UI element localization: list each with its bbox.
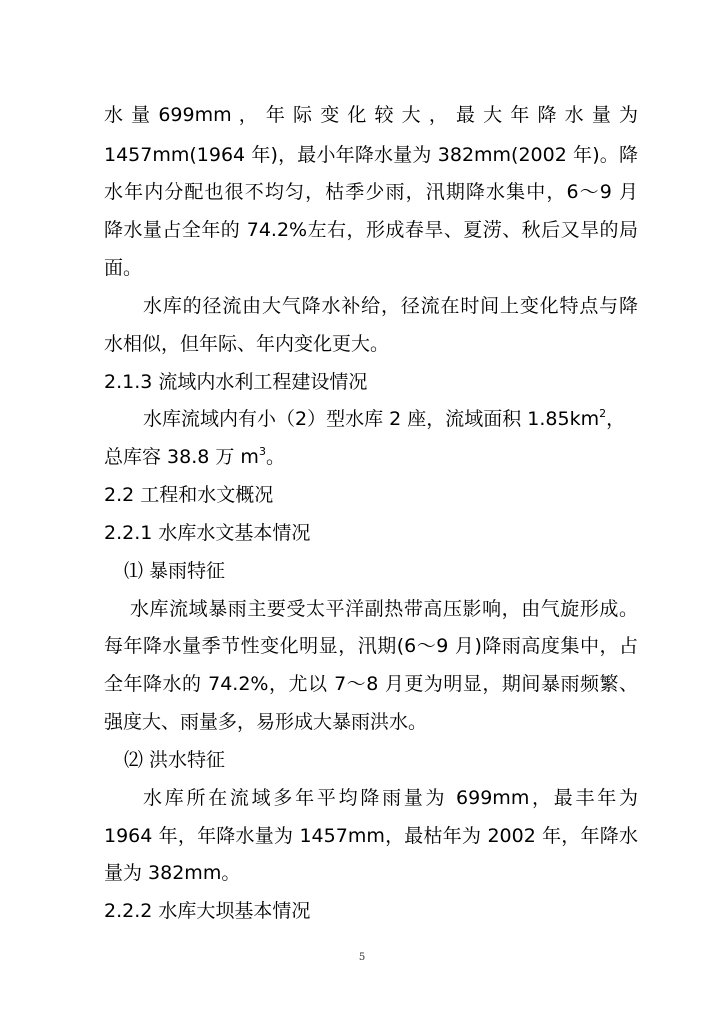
text-line: 1964 年，年降水量为 1457mm，最枯年为 2002 年，年降水 — [104, 825, 638, 847]
text-line: 1457mm(1964 年)，最小年降水量为 382mm(2002 年)。降 — [104, 144, 638, 166]
text-line: 每年降水量季节性变化明显，汛期(6～9 月)降雨高度集中，占 — [104, 635, 638, 657]
subsection-heading: ⑵ 洪水特征 — [124, 749, 226, 771]
text-line: 全年降水的 74.2%，尤以 7～8 月更为明显，期间暴雨频繁、 — [104, 673, 638, 695]
subsection-heading: ⑴ 暴雨特征 — [124, 560, 226, 582]
text-line: 水 量 699mm ， 年 际 变 化 较 大 ， 最 大 年 降 水 量 为 — [104, 104, 638, 126]
section-heading: 2.1.3 流域内水利工程建设情况 — [104, 371, 368, 393]
text-line: 降水量占全年的 74.2%左右，形成春旱、夏涝、秋后又旱的局 — [104, 219, 638, 241]
page-number: 5 — [358, 952, 366, 963]
superscript: 3 — [258, 445, 266, 458]
paragraph-first-line: 水库流域暴雨主要受太平洋副热带高压影响，由气旋形成。 — [130, 598, 638, 620]
text-line: 水年内分配也很不均匀，枯季少雨，汛期降水集中，6～9 月 — [104, 181, 638, 203]
text-line: 强度大、雨量多，易形成大暴雨洪水。 — [104, 711, 428, 733]
paragraph-first-line: 水库的径流由大气降水补给，径流在时间上变化特点与降 — [143, 295, 638, 317]
text-span: ， — [606, 408, 626, 430]
section-heading: 2.2 工程和水文概况 — [104, 484, 274, 506]
paragraph-first-line: 水库所在流域多年平均降雨量为 699mm，最丰年为 — [143, 787, 638, 809]
text-span: 水库流域内有小（2）型水库 2 座，流域面积 1.85km — [143, 408, 600, 430]
text-span: 总库容 38.8 万 m — [104, 446, 259, 468]
section-heading: 2.2.2 水库大坝基本情况 — [104, 900, 311, 922]
paragraph-first-line — [143, 407, 638, 431]
superscript: 2 — [599, 407, 607, 420]
text-span: 。 — [265, 446, 285, 468]
text-line — [104, 445, 638, 469]
text-line: 水相似，但年际、年内变化更大。 — [104, 333, 390, 355]
section-heading: 2.2.1 水库水文基本情况 — [104, 522, 311, 544]
text-line: 量为 382mm。 — [104, 862, 241, 884]
text-line: 面。 — [104, 257, 143, 279]
